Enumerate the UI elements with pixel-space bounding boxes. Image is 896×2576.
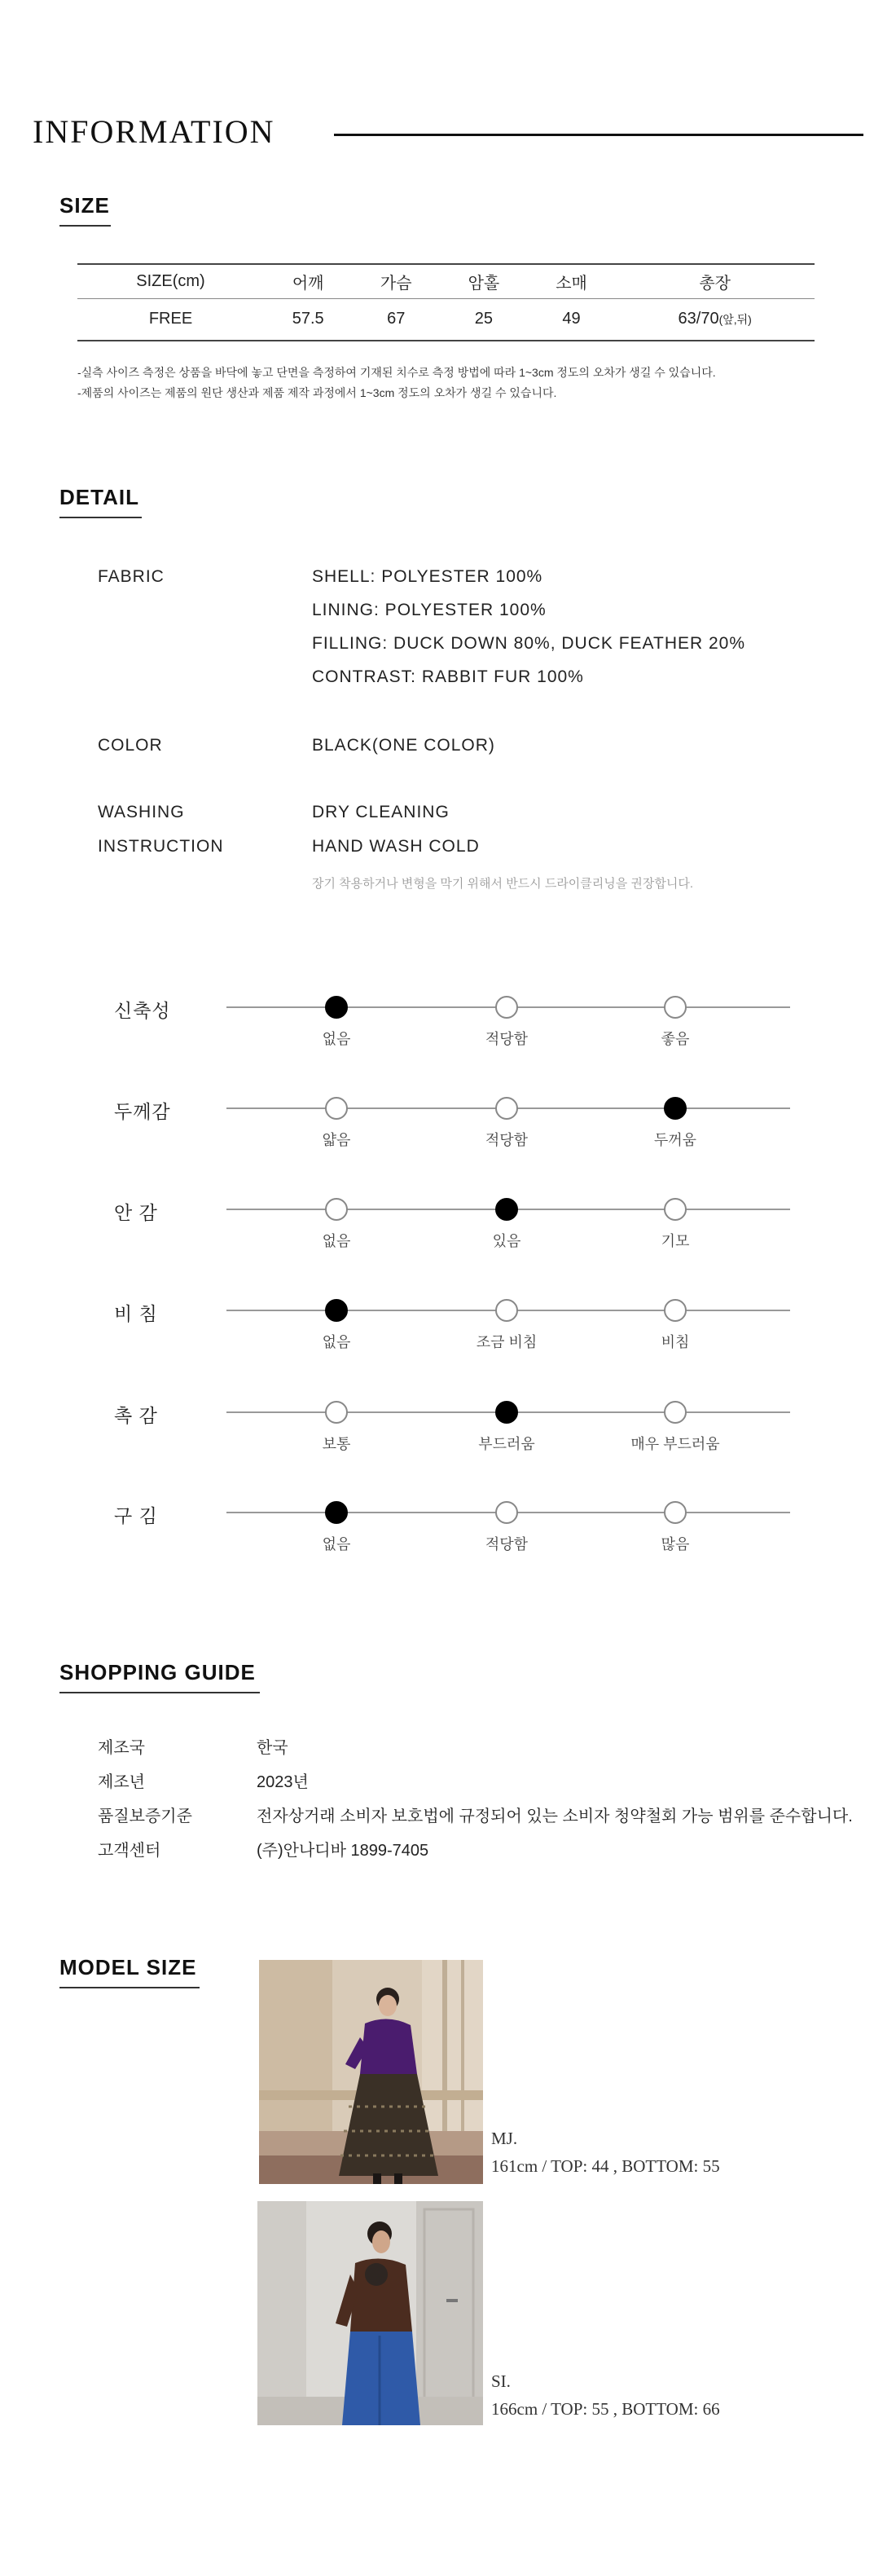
attribute-dot [664,1198,687,1221]
attribute-option-label: 없음 [322,1031,351,1047]
size-col-header: 암홀 [440,264,528,298]
attribute-option-label: 많음 [661,1536,690,1552]
attribute-option-label: 비침 [661,1334,690,1350]
size-cell: 25 [440,298,528,341]
color-label: COLOR [98,736,163,755]
color-value: BLACK(ONE COLOR) [312,736,495,755]
attribute-dot [664,1501,687,1524]
attribute-dot [664,1401,687,1424]
guide-label-year: 제조년 [98,1773,145,1791]
attribute-option-label: 없음 [322,1536,351,1552]
attribute-label: 두께감 [114,1101,171,1122]
guide-value-support: (주)안나디바 1899-7405 [257,1842,429,1860]
model-section-title: MODEL SIZE [59,1955,197,1979]
attribute-option-label: 적당함 [485,1536,529,1552]
attribute-label: 비 침 [114,1303,158,1324]
guide-label-country: 제조국 [98,1739,145,1757]
model-name-mj: MJ. [491,2129,518,2148]
attribute-option-label: 없음 [322,1334,351,1350]
size-col-header: 총장 [615,264,815,298]
model-spec-mj: 161cm / TOP: 44 , BOTTOM: 55 [491,2156,720,2176]
size-col-header: 가슴 [352,264,440,298]
model-photo-si [257,2201,483,2425]
attribute-dot-selected [495,1198,518,1221]
attribute-dot-selected [495,1401,518,1424]
size-col-header: 소매 [528,264,616,298]
title-rule [334,134,863,136]
attribute-dot-selected [664,1097,687,1120]
attribute-option-label: 좋음 [661,1031,690,1047]
model-photo-mj [259,1960,483,2184]
shopping-title-underline [59,1692,260,1693]
size-cell-length [615,298,815,341]
fabric-value: LINING: POLYESTER 100% [312,601,547,619]
detail-section-title: DETAIL [59,485,139,509]
attribute-label: 안 감 [114,1202,158,1223]
guide-label-warranty: 품질보증기준 [98,1808,192,1825]
fabric-value: SHELL: POLYESTER 100% [312,567,543,586]
detail-title-underline [59,517,142,518]
size-col-header: 어깨 [264,264,352,298]
size-table [77,263,815,341]
attribute-dot-selected [325,996,348,1019]
size-table-header-row [77,264,815,298]
washing-note: 장기 착용하거나 변형을 막기 위해서 반드시 드라이클리닝을 권장합니다. [312,877,694,891]
attribute-label: 촉 감 [114,1405,158,1426]
attribute-option-label: 적당함 [485,1031,529,1047]
guide-value-country: 한국 [257,1739,288,1757]
guide-value-warranty: 전자상거래 소비자 보호법에 규정되어 있는 소비자 청약철회 가능 범위를 준수합니다. [257,1808,853,1825]
size-length-value: 63/70 [678,310,719,328]
attribute-dot [325,1401,348,1424]
attribute-option-label: 두꺼움 [653,1132,697,1148]
model-spec-si: 166cm / TOP: 55 , BOTTOM: 66 [491,2399,720,2419]
attribute-option-label: 부드러움 [478,1436,535,1452]
size-col-header: SIZE(cm) [77,264,264,298]
attribute-option-label: 얇음 [322,1132,351,1148]
shopping-section-title: SHOPPING GUIDE [59,1660,256,1684]
size-note: -실측 사이즈 측정은 상품을 바닥에 놓고 단면을 측정하여 기재된 치수로 측정 방법에 따라 1~3cm 정도의 오차가 생길 수 있습니다. [77,366,716,379]
attribute-option-label: 기모 [661,1233,690,1249]
attribute-dot [664,996,687,1019]
attribute-option-label: 매우 부드러움 [630,1436,720,1452]
attribute-dot [325,1097,348,1120]
fabric-value: CONTRAST: RABBIT FUR 100% [312,667,584,686]
model-title-underline [59,1987,200,1988]
attribute-label: 구 김 [114,1505,158,1526]
size-table-row [77,298,815,341]
attribute-dot [495,1097,518,1120]
size-section-title: SIZE [59,193,110,218]
model-name-si: SI. [491,2371,511,2391]
attribute-dot-selected [325,1501,348,1524]
washing-value: DRY CLEANING [312,803,450,821]
size-cell: 67 [352,298,440,341]
instruction-label: INSTRUCTION [98,837,224,856]
attribute-dot-selected [325,1299,348,1322]
washing-label: WASHING [98,803,185,821]
size-note: -제품의 사이즈는 제품의 원단 생산과 제품 제작 과정에서 1~3cm 정도의 오차가 생길 수 있습니다. [77,386,557,399]
size-cell: 57.5 [264,298,352,341]
attribute-option-label: 적당함 [485,1132,529,1148]
size-cell: FREE [77,298,264,341]
guide-value-year: 2023년 [257,1773,309,1791]
attribute-dot [495,1299,518,1322]
page-title: INFORMATION [33,113,275,150]
attribute-option-label: 있음 [492,1233,521,1249]
guide-label-support: 고객센터 [98,1842,161,1860]
fabric-label: FABRIC [98,567,165,586]
attribute-dot [495,1501,518,1524]
attribute-option-label: 조금 비침 [476,1334,538,1350]
fabric-value: FILLING: DUCK DOWN 80%, DUCK FEATHER 20% [312,634,746,653]
size-cell: 49 [528,298,616,341]
size-title-underline [59,225,111,227]
attribute-option-label: 보통 [322,1436,351,1452]
attribute-option-label: 없음 [322,1233,351,1249]
attribute-dot [664,1299,687,1322]
washing-value: HAND WASH COLD [312,837,480,856]
attribute-dot [495,996,518,1019]
attribute-dot [325,1198,348,1221]
size-length-unit: (앞,뒤) [718,313,752,327]
attribute-label: 신축성 [114,1000,171,1021]
